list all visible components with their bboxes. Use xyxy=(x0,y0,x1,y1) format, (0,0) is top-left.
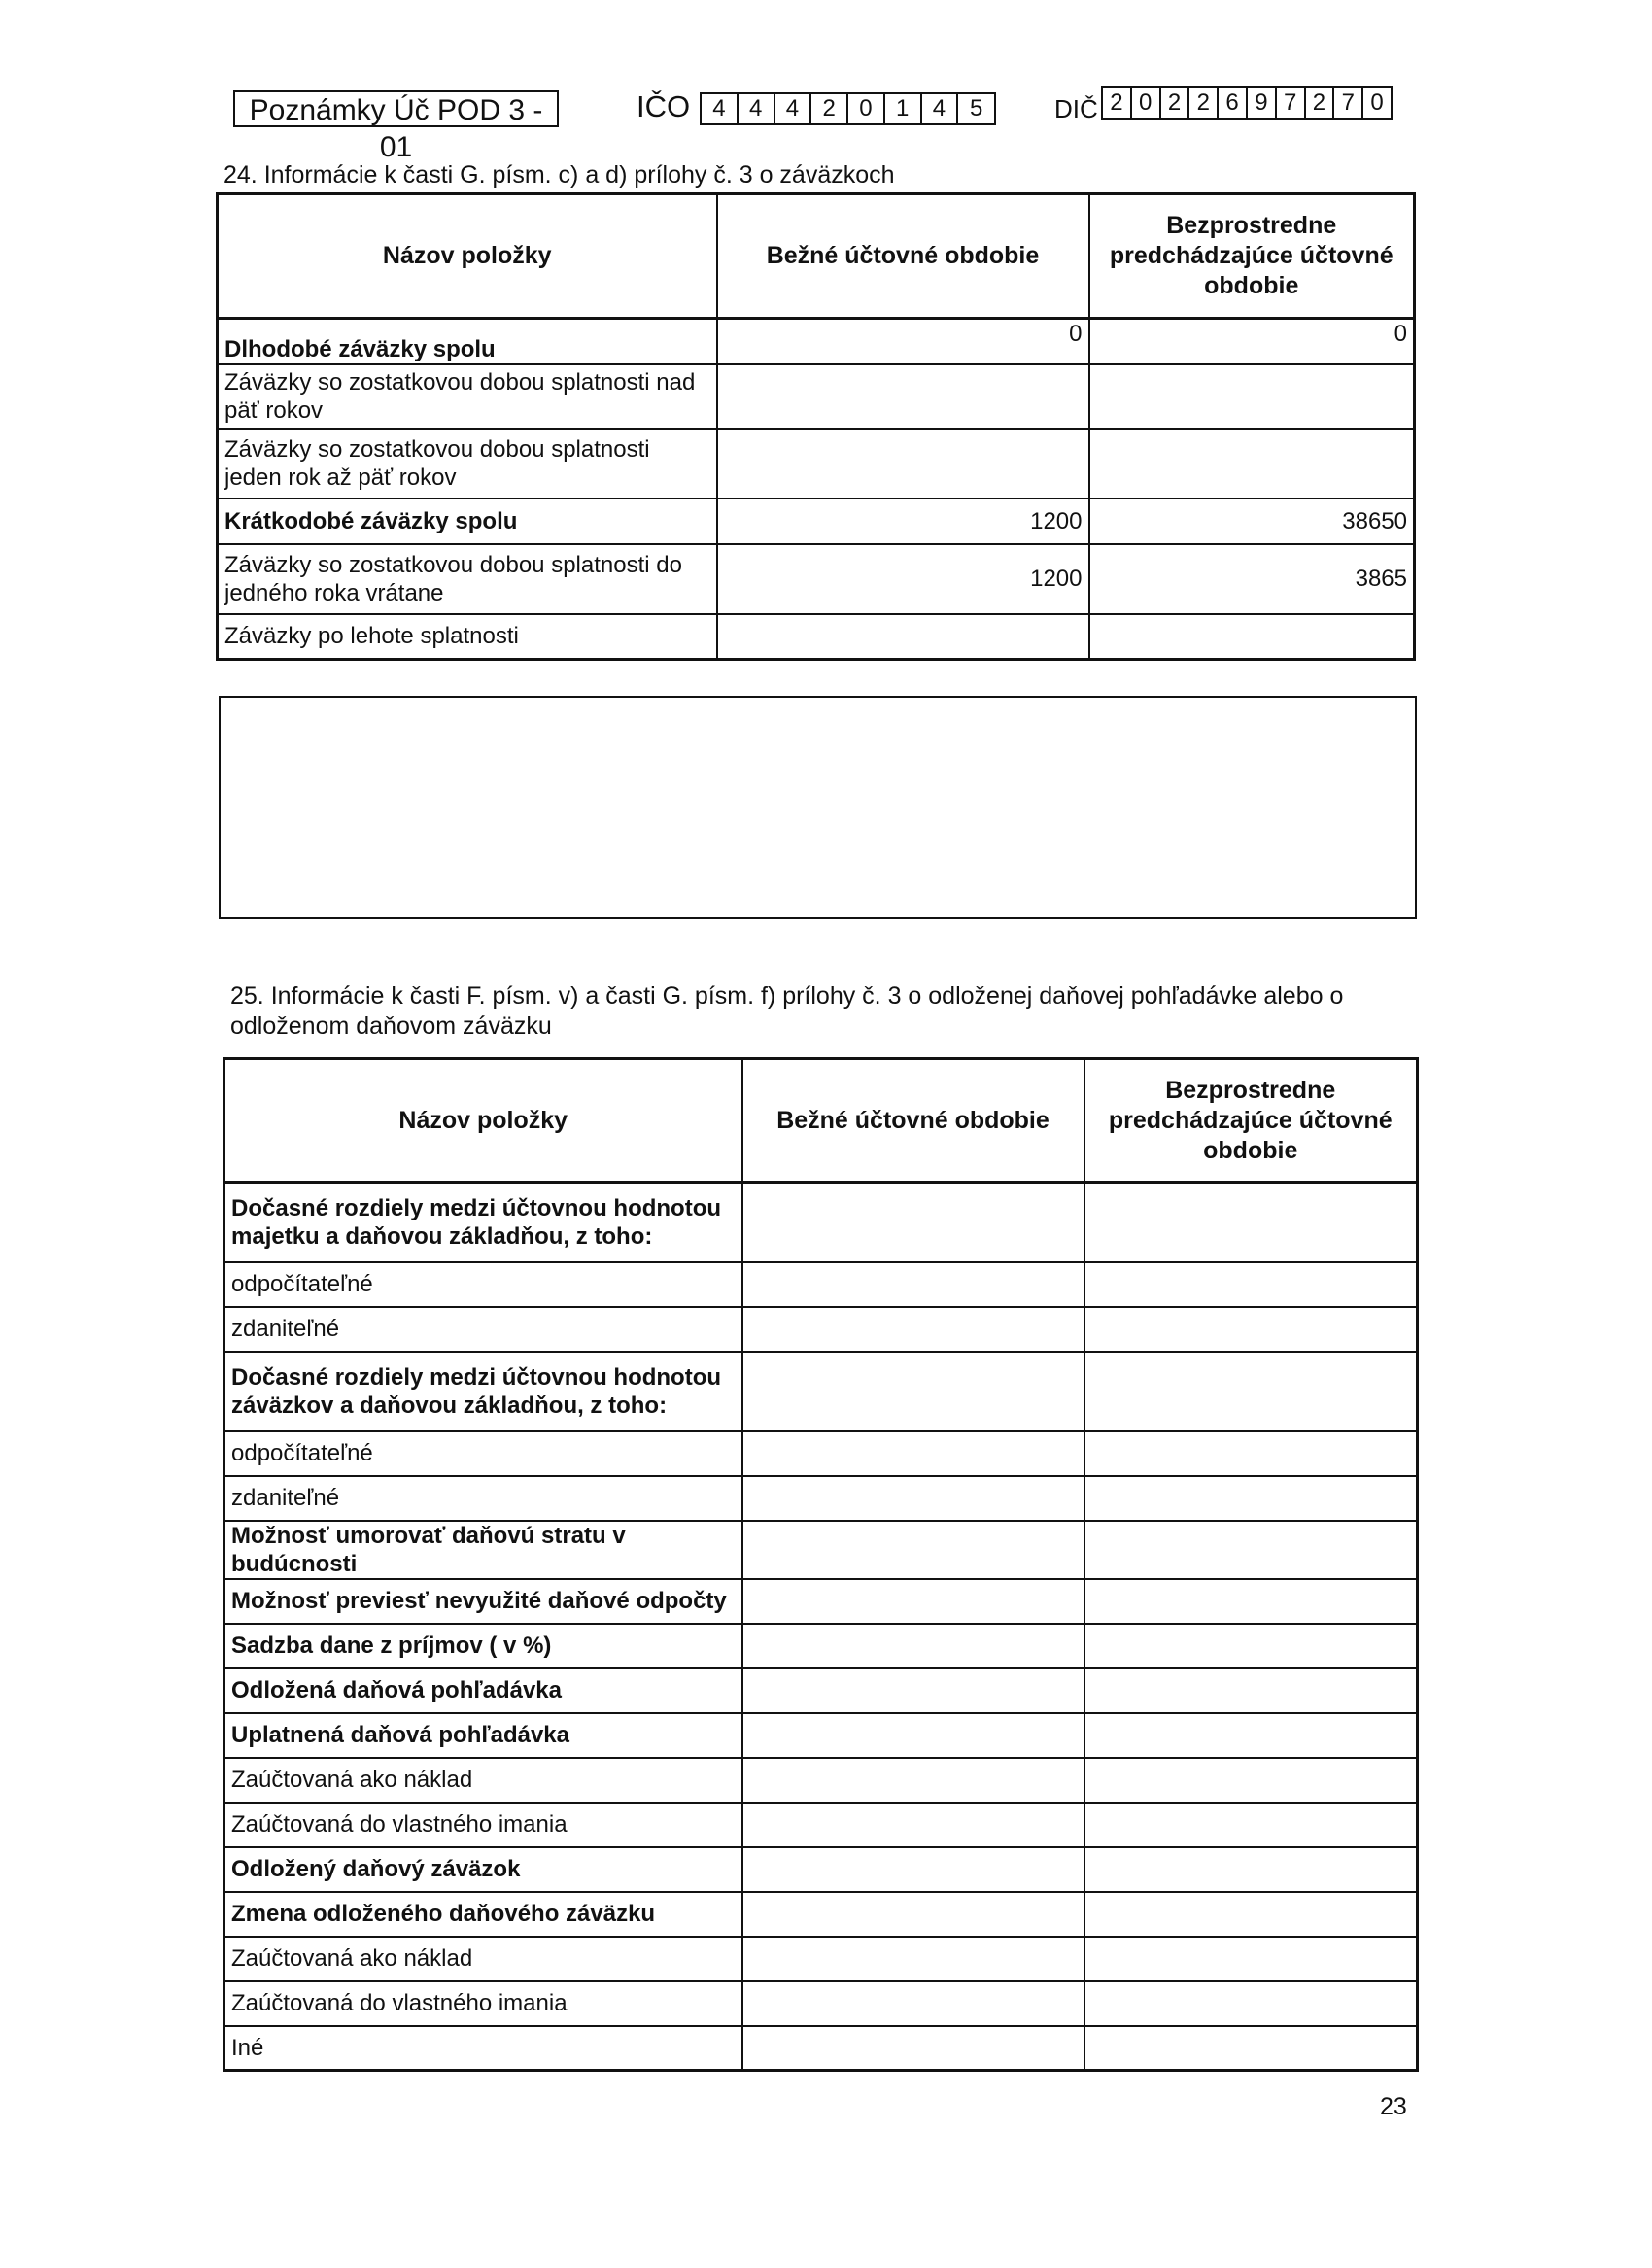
dic-digit: 6 xyxy=(1219,88,1248,118)
previous-value: 0 xyxy=(1089,319,1415,364)
previous-value xyxy=(1084,1476,1418,1521)
previous-value: 38650 xyxy=(1089,498,1415,544)
ico-digit: 4 xyxy=(739,94,775,123)
column-header-item-name: Názov položky xyxy=(224,1059,742,1183)
current-value xyxy=(717,614,1089,660)
table-row xyxy=(218,498,1415,544)
form-code: Poznámky Úč POD 3 - 01 xyxy=(233,90,559,127)
row-label: Možnosť previesť nevyužité daňové odpočty xyxy=(224,1579,742,1624)
row-label: Iné xyxy=(224,2026,742,2071)
page-number: 23 xyxy=(1380,2093,1407,2120)
table-row xyxy=(224,1937,1418,1981)
table-row xyxy=(218,429,1415,498)
current-value: 0 xyxy=(717,319,1089,364)
row-label: Sadzba dane z príjmov ( v %) xyxy=(224,1624,742,1668)
row-label: Uplatnená daňová pohľadávka xyxy=(224,1713,742,1758)
dic-digit: 7 xyxy=(1277,88,1306,118)
row-label: Krátkodobé záväzky spolu xyxy=(218,498,717,544)
row-label: Odložený daňový záväzok xyxy=(224,1847,742,1892)
row-label: Dočasné rozdiely medzi účtovnou hodnotou záväzkov a daňovou základňou, z toho: xyxy=(224,1352,742,1431)
current-value xyxy=(742,1847,1084,1892)
table-row xyxy=(224,1521,1418,1579)
current-value xyxy=(742,1803,1084,1847)
dic-digit: 0 xyxy=(1370,89,1384,116)
previous-value xyxy=(1084,1713,1418,1758)
table-row xyxy=(224,1758,1418,1803)
previous-value xyxy=(1084,1183,1418,1262)
table-row xyxy=(224,1431,1418,1476)
dic-digit: 0 xyxy=(1132,88,1161,118)
table-row xyxy=(224,1307,1418,1352)
table-row xyxy=(224,1668,1418,1713)
previous-value xyxy=(1084,1579,1418,1624)
table-header-row xyxy=(224,1059,1418,1183)
row-label: odpočítateľné xyxy=(224,1431,742,1476)
dic-digit: 2 xyxy=(1306,88,1335,118)
current-value xyxy=(742,1307,1084,1352)
table-row xyxy=(218,544,1415,614)
previous-value xyxy=(1089,614,1415,660)
row-label: odpočítateľné xyxy=(224,1262,742,1307)
dic-digit: 7 xyxy=(1334,88,1363,118)
row-label: Zaúčtovaná do vlastného imania xyxy=(224,1803,742,1847)
previous-value xyxy=(1084,1352,1418,1431)
previous-value xyxy=(1084,1847,1418,1892)
ico-digit: 4 xyxy=(775,94,812,123)
current-value: 1200 xyxy=(717,498,1089,544)
current-value xyxy=(742,1981,1084,2026)
previous-value xyxy=(1084,1431,1418,1476)
column-header-previous-period: Bezprostredne predchádzajúce účtovné obdobie xyxy=(1084,1059,1418,1183)
table-row xyxy=(224,1262,1418,1307)
current-value: 1200 xyxy=(717,544,1089,614)
row-label: Záväzky so zostatkovou dobou splatnosti nad päť rokov xyxy=(218,364,717,429)
previous-value xyxy=(1084,1262,1418,1307)
previous-value xyxy=(1084,1892,1418,1937)
ico-digit-boxes xyxy=(700,92,996,125)
current-value xyxy=(717,429,1089,498)
previous-value xyxy=(1084,1668,1418,1713)
current-value xyxy=(717,364,1089,429)
section-25-heading: 25. Informácie k časti F. písm. v) a časti G. písm. f) prílohy č. 3 o odloženej daňovej pohľadávke alebo o odloženom daňovom záväzku xyxy=(230,982,1344,1040)
ico-digit: 5 xyxy=(969,95,983,121)
previous-value xyxy=(1084,2026,1418,2071)
current-value xyxy=(742,1183,1084,1262)
previous-value xyxy=(1084,1981,1418,2026)
row-label: Zaúčtovaná do vlastného imania xyxy=(224,1981,742,2026)
table-row xyxy=(218,319,1415,364)
dic-digit: 2 xyxy=(1103,88,1132,118)
table-row xyxy=(224,1352,1418,1431)
previous-value xyxy=(1084,1521,1418,1579)
liabilities-table xyxy=(216,192,1416,661)
row-label: zdaniteľné xyxy=(224,1307,742,1352)
previous-value: 3865 xyxy=(1089,544,1415,614)
table-row xyxy=(224,2026,1418,2071)
current-value xyxy=(742,1262,1084,1307)
current-value xyxy=(742,1713,1084,1758)
previous-value xyxy=(1089,364,1415,429)
ico-digit: 1 xyxy=(885,94,922,123)
previous-value xyxy=(1084,1624,1418,1668)
ico-label: IČO xyxy=(637,89,691,123)
table-row xyxy=(224,1892,1418,1937)
table-row xyxy=(218,364,1415,429)
current-value xyxy=(742,1579,1084,1624)
current-value xyxy=(742,1668,1084,1713)
current-value xyxy=(742,2026,1084,2071)
table-row xyxy=(224,1183,1418,1262)
row-label: Zmena odloženého daňového záväzku xyxy=(224,1892,742,1937)
current-value xyxy=(742,1521,1084,1579)
notes-box xyxy=(219,696,1417,919)
table-header-row xyxy=(218,194,1415,319)
ico-digit: 4 xyxy=(702,94,739,123)
row-label: Dlhodobé záväzky spolu xyxy=(218,319,717,364)
current-value xyxy=(742,1758,1084,1803)
current-value xyxy=(742,1431,1084,1476)
dic-digit-boxes xyxy=(1101,86,1393,120)
column-header-current-period: Bežné účtovné obdobie xyxy=(717,194,1089,319)
section-24-heading: 24. Informácie k časti G. písm. c) a d) prílohy č. 3 o záväzkoch xyxy=(224,161,895,189)
row-label: zdaniteľné xyxy=(224,1476,742,1521)
ico-digit: 0 xyxy=(848,94,885,123)
row-label: Záväzky po lehote splatnosti xyxy=(218,614,717,660)
previous-value xyxy=(1089,429,1415,498)
previous-value xyxy=(1084,1937,1418,1981)
previous-value xyxy=(1084,1803,1418,1847)
table-row xyxy=(224,1847,1418,1892)
column-header-previous-period: Bezprostredne predchádzajúce účtovné obdobie xyxy=(1089,194,1415,319)
dic-digit: 2 xyxy=(1189,88,1219,118)
column-header-current-period: Bežné účtovné obdobie xyxy=(742,1059,1084,1183)
table-row xyxy=(218,614,1415,660)
current-value xyxy=(742,1624,1084,1668)
dic-digit: 2 xyxy=(1161,88,1190,118)
row-label: Záväzky so zostatkovou dobou splatnosti do jedného roka vrátane xyxy=(218,544,717,614)
ico-digit: 4 xyxy=(922,94,959,123)
row-label: Záväzky so zostatkovou dobou splatnosti jeden rok až päť rokov xyxy=(218,429,717,498)
row-label: Možnosť umorovať daňovú stratu v budúcnosti xyxy=(224,1521,742,1579)
previous-value xyxy=(1084,1758,1418,1803)
row-label: Zaúčtovaná ako náklad xyxy=(224,1937,742,1981)
table-row xyxy=(224,1579,1418,1624)
current-value xyxy=(742,1937,1084,1981)
current-value xyxy=(742,1352,1084,1431)
dic-digit: 9 xyxy=(1248,88,1277,118)
table-row xyxy=(224,1981,1418,2026)
table-row xyxy=(224,1624,1418,1668)
row-label: Odložená daňová pohľadávka xyxy=(224,1668,742,1713)
column-header-item-name: Názov položky xyxy=(218,194,717,319)
dic-label: DIČ xyxy=(1054,94,1098,123)
previous-value xyxy=(1084,1307,1418,1352)
current-value xyxy=(742,1476,1084,1521)
table-row xyxy=(224,1713,1418,1758)
table-row xyxy=(224,1476,1418,1521)
row-label: Dočasné rozdiely medzi účtovnou hodnotou majetku a daňovou základňou, z toho: xyxy=(224,1183,742,1262)
ico-digit: 2 xyxy=(811,94,848,123)
current-value xyxy=(742,1892,1084,1937)
deferred-tax-table xyxy=(223,1057,1419,2072)
row-label: Zaúčtovaná ako náklad xyxy=(224,1758,742,1803)
table-row xyxy=(224,1803,1418,1847)
